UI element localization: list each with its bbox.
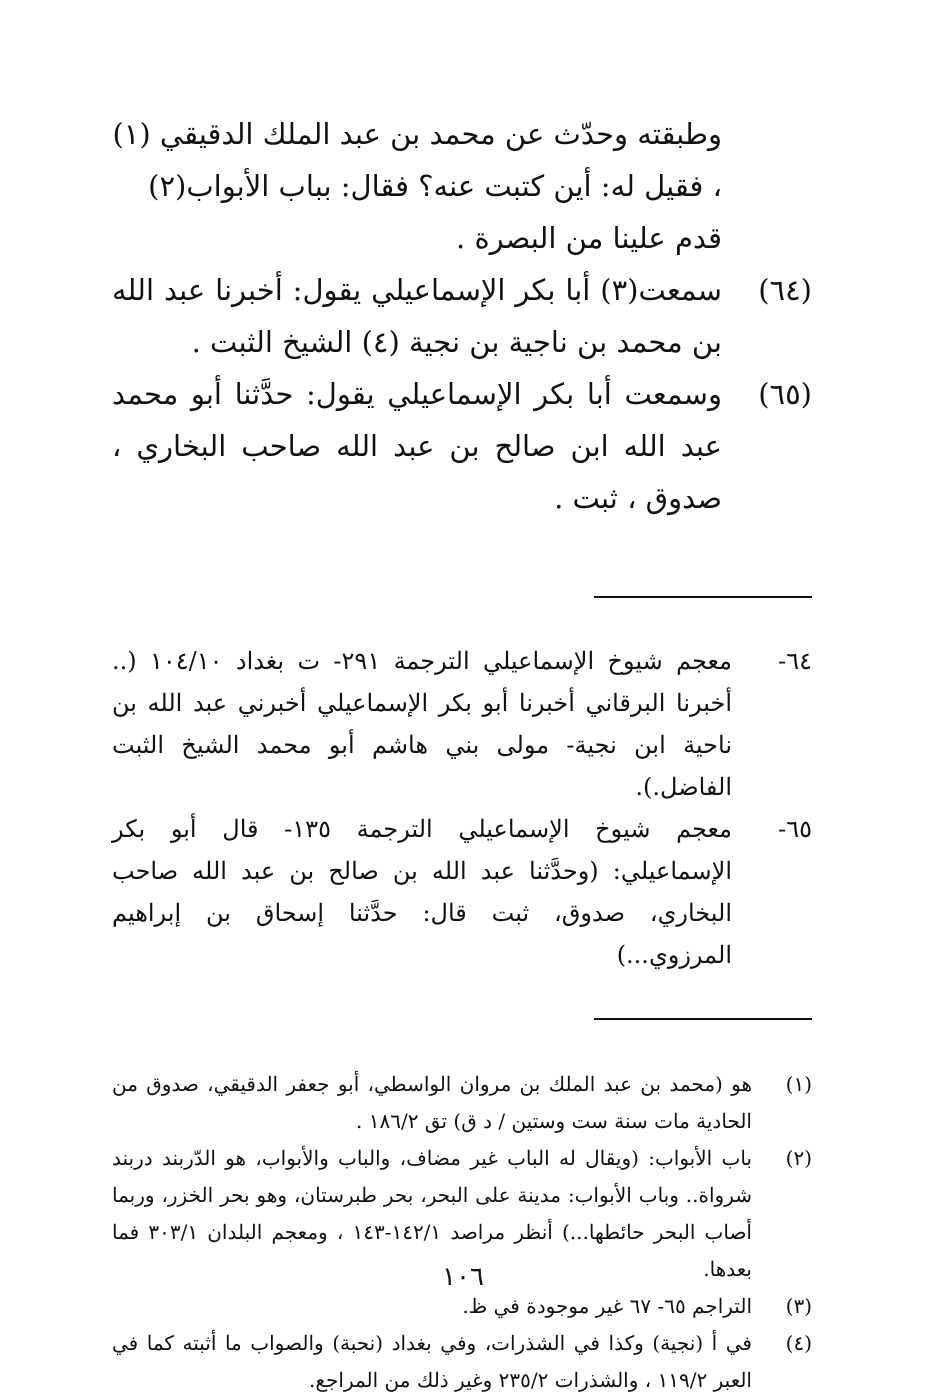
note-text: معجم شيوخ الإسماعيلي الترجمة ١٣٥- قال أبو بكر الإسماعيلي: (وحدَّثنا عبد الله بن صالح بن عبد الله صاحب البخاري، صدوق، ثبت قال: حدَّثنا إسحاق بن إبراهيم المرزوي...) (112, 815, 732, 969)
footnote-number: (٣) (785, 1294, 812, 1318)
entry-text: وسمعت أبا بكر الإسماعيلي يقول: حدَّثنا أبو محمد عبد الله ابن صالح بن عبد الله صاحب البخاري ، صدوق ، ثبت . (112, 377, 722, 515)
footnote-number: (٢) (785, 1146, 812, 1170)
note-64 (112, 640, 812, 808)
note-number: ٦٥- (778, 815, 812, 843)
note-text: معجم شيوخ الإسماعيلي الترجمة ٢٩١- ت بغداد ١٠٤/١٠ (.. أخبرنا البرقاني أخبرنا أبو بكر الإسماعيلي أخبرني عبد الله بن ناحية ابن نجية- مولى بني هاشم أبو محمد الشيخ الثبت الفاضل.). (112, 647, 732, 801)
footnote-3 (112, 1288, 812, 1325)
intro-paragraph: وطبقته وحدّث عن محمد بن عبد الملك الدقيقي (١) ، فقيل له: أين كتبت عنه؟ فقال: بباب الأبواب(٢) قدم علينا من البصرة . (112, 117, 722, 255)
separator-rule (594, 596, 812, 598)
separator-rule (594, 1018, 812, 1020)
footnote-number: (٤) (785, 1331, 812, 1355)
footnote-1 (112, 1066, 812, 1140)
page-number: ١٠٦ (442, 1262, 484, 1292)
note-number: ٦٤- (778, 647, 812, 675)
editor-notes (112, 640, 812, 976)
entry-number: (٦٤) (758, 273, 812, 307)
document-page (112, 108, 812, 1392)
entry-64 (112, 264, 812, 368)
footnotes (112, 1066, 812, 1399)
note-65 (112, 808, 812, 976)
footnote-number: (١) (785, 1072, 812, 1096)
footnote-text: هو (محمد بن عبد الملك بن مروان الواسطي، أبو جعفر الدقيقي، صدوق من الحادية مات سنة ست وستين / د ق) تق ١٨٦/٢ . (112, 1072, 752, 1133)
footnote-text: باب الأبواب: (ويقال له الباب غير مضاف، والباب والأبواب، هو الدّربند دربند شرواة.. وباب الأبواب: مدينة على البحر، بحر طبرستان، وهو بحر الخزر، وربما أصاب البحر حائطها...) أنظر مراصد ١٤٢/١-١٤٣ ، ومعجم البلدان ٣٠٣/١ فما بعدها. (112, 1146, 752, 1281)
footnote-text: في أ (نجية) وكذا في الشذرات، وفي بغداد (نحبة) والصواب ما أثبته كما في العبر ١١٩/٢ ، والشذرات ٢٣٥/٢ وغير ذلك من المراجع. (112, 1331, 752, 1392)
entry-number: (٦٥) (758, 377, 812, 411)
footnote-4 (112, 1325, 812, 1399)
entry-text: سمعت(٣) أبا بكر الإسماعيلي يقول: أخبرنا عبد الله بن محمد بن ناجية بن نجية (٤) الشيخ الثبت . (112, 273, 722, 359)
entry-65 (112, 368, 812, 524)
footnote-text: التراجم ٦٥- ٦٧ غير موجودة في ظ. (462, 1294, 752, 1318)
main-text (112, 108, 812, 524)
